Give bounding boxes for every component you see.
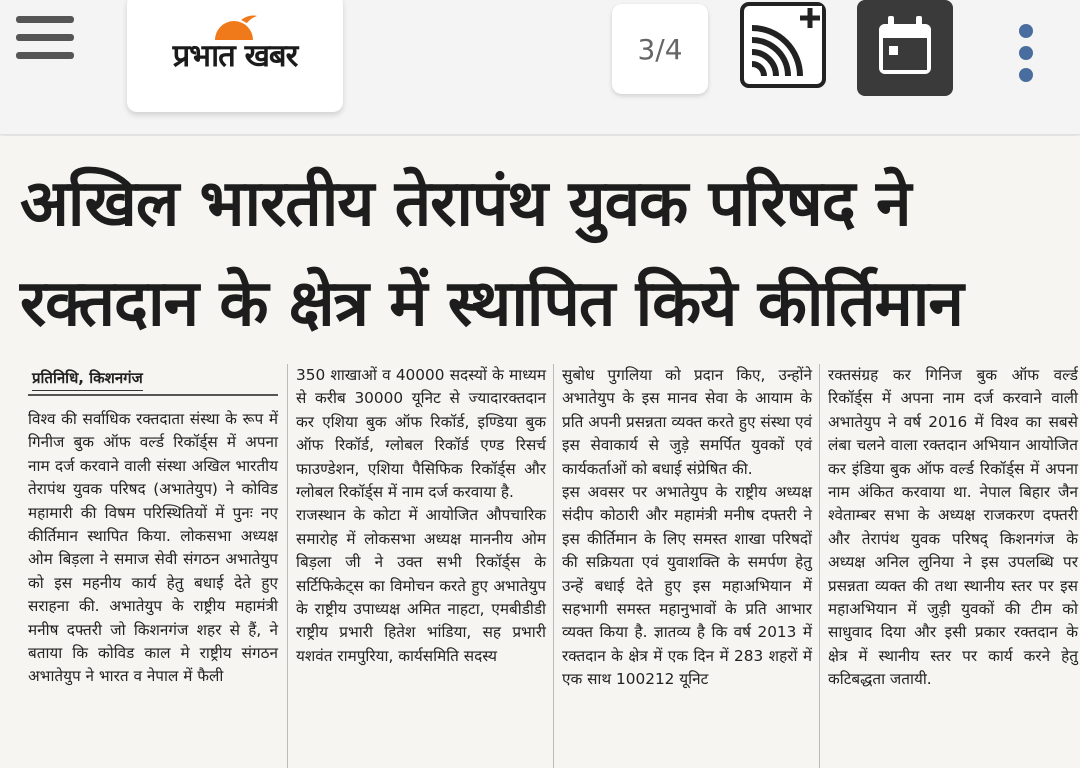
article-column-4: रक्तसंग्रह कर गिनिज बुक ऑफ वर्ल्ड रिकॉर्ड्स में अपना नाम दर्ज करवाने वाली अभातेयुप ने वर्ष 2016 में विश्व का सबसे लंबा चलने वाला रक्तदान अभियान आयोजित कर इंडिया बुक ऑफ वर्ल्ड रिकॉर्ड्स में अपना नाम अंकित करवाया था. नेपाल बिहार जैन श्वेताम्बर सभा के अध्यक्ष राजकरण दफ्तरी और तेरापंथ युवक परिषद् किशनगंज के अध्यक्ष अनिल लुनिया ने इस उपलब्धि पर प्रसन्नता व्यक्त की तथा स्थानीय स्तर पर इस महाअभियान में जुड़ी युवकों की टीम को साधुवाद दिया और इसी प्रकार रक्तदान के क्षेत्र में स्थानीय स्तर पर कार्य करने हेतु कटिबद्धता जतायी. — [828, 366, 1078, 689]
column-divider — [553, 364, 554, 768]
rss-add-icon[interactable] — [740, 2, 826, 88]
app-bar — [0, 0, 1080, 135]
hamburger-menu-icon[interactable] — [16, 14, 74, 64]
byline-rule — [28, 394, 278, 396]
page-counter[interactable]: 3/4 — [612, 4, 708, 94]
calendar-icon[interactable] — [857, 0, 953, 96]
byline: प्रतिनिधि, किशनगंज — [32, 368, 143, 391]
brand-name: प्रभात खबर — [172, 38, 298, 74]
article-column-2: 350 शाखाओं व 40000 सदस्यों के माध्यम से करीब 30000 यूनिट से ज्यादारक्तदान कर एशिया बुक ऑफ रिकॉर्ड, इण्डिया बुक ऑफ रिकॉर्ड, ग्लोबल रिकॉर्ड एण्ड रिसर्च फाउण्डेशन, एशिया पैसिफिक रिकॉर्ड्स और ग्लोबल रिकॉर्ड्स में नाम दर्ज करवाया है. राजस्थान के कोटा में आयोजित औपचारिक समारोह में लोकसभा अध्यक्ष माननीय ओम बिड़ला जी ने उक्त सभी रिकॉर्ड्स के सर्टिफिकेट्स का विमोचन करते हुए अभातेयुप के राष्ट्रीय उपाध्यक्ष अमित नाहटा, एमबीडीडी राष्ट्रीय प्रभारी हितेश भांडिया, सह प्रभारी यशवंत रामपुरिया, कार्यसमिति सदस्य — [296, 366, 546, 665]
brand-logo[interactable] — [127, 0, 343, 112]
headline-line-1: अखिल भारतीय तेरापंथ युवक परिषद ने — [20, 167, 911, 241]
more-vert-icon[interactable] — [1016, 24, 1036, 88]
headline-line-2: रक्तदान के क्षेत्र में स्थापित किये कीर्तिमान — [20, 267, 963, 341]
article-column-1: विश्व की सर्वाधिक रक्तदाता संस्था के रूप में गिनीज बुक ऑफ वर्ल्ड रिकॉर्ड्स में अपना नाम दर्ज करवाने वाली संस्था अखिल भारतीय तेरापंथ युवक परिषद (अभातेयुप) ने कोविड महामारी की विषम परिस्थितियों में पुनः नए कीर्तिमान स्थापित किया. लोकसभा अध्यक्ष ओम बिड़ला ने समाज सेवी संगठन अभातेयुप को इस महनीय कार्य हेतु बधाई देते हुए सराहना की. अभातेयुप के राष्ट्रीय महामंत्री मनीष दफ्तरी जो किशनगंज शहर से हैं, ने बताया कि कोविड काल मे राष्ट्रीय संगठन अभातेयुप ने भारत व नेपाल में फैली — [28, 410, 278, 686]
margin-text-fragment — [0, 326, 14, 766]
column-divider — [287, 364, 288, 768]
column-divider — [819, 364, 820, 768]
newspaper-page — [0, 136, 1080, 768]
article-column-3: सुबोध पुगलिया को प्रदान किए, उन्होंने अभातेयुप के इस मानव सेवा के आयाम के प्रति अपनी प्रसन्नता व्यक्त करते हुए संस्था एवं इस सेवाकार्य से जुड़े समर्पित युवकों एवं कार्यकर्ताओं को बधाई संप्रेषित की. इस अवसर पर अभातेयुप के राष्ट्रीय अध्यक्ष संदीप कोठारी और महामंत्री मनीष दफ्तरी ने इस कीर्तिमान के लिए समस्त शाखा परिषदों की सक्रियता एवं युवाशक्ति के समर्पण हेतु उन्हें बधाई देते हुए इस महाअभियान में सहभागी समस्त महानुभावों के प्रति आभार व्यक्त किया है. ज्ञातव्य है कि वर्ष 2013 में रक्तदान के क्षेत्र में एक दिन में 283 शहरों में एक साथ 100212 यूनिट — [562, 366, 812, 689]
